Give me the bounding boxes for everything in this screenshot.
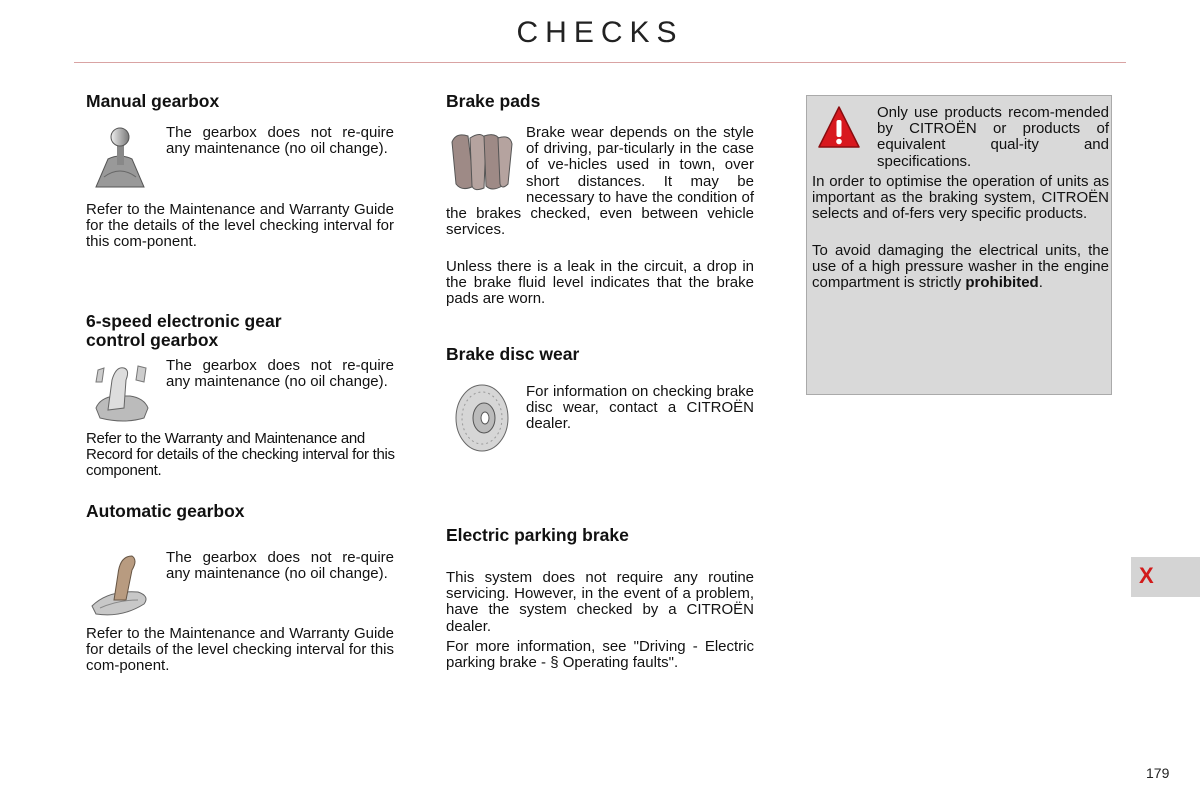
automatic-gear-selector-icon bbox=[88, 550, 154, 618]
chapter-tab[interactable] bbox=[1131, 557, 1200, 597]
section-heading: Brake disc wear bbox=[446, 344, 580, 364]
parking-brake-heading bbox=[446, 526, 756, 545]
section-heading: Electric parking brake bbox=[446, 525, 629, 545]
section-heading: Manual gearbox bbox=[86, 91, 220, 111]
brake-disc-icon bbox=[452, 382, 514, 454]
warning-text-post: . bbox=[1038, 274, 1043, 292]
warning-icon bbox=[817, 104, 861, 150]
chapter-tab-label: X bbox=[1139, 563, 1154, 588]
electronic-gearbox-text: The gearbox does not re-quire any maintenance (no oil change). bbox=[166, 357, 394, 391]
page-number: 179 bbox=[1146, 765, 1170, 781]
brake-disc-heading bbox=[446, 345, 756, 364]
section-heading: Brake pads bbox=[446, 91, 541, 111]
gear-lever-icon bbox=[88, 125, 152, 193]
parking-brake-reference: For more information, see "Driving - Electric parking brake - § Operating faults". bbox=[446, 638, 754, 672]
warning-text-pre: To avoid damaging the electrical units, the use of a high pressure washer in the engine compartment is strictly bbox=[812, 242, 1109, 292]
automatic-gearbox-text: The gearbox does not re-quire any maintenance (no oil change). bbox=[166, 549, 394, 583]
manual-gearbox-heading bbox=[86, 92, 396, 111]
section-heading-line1: 6-speed electronic gear bbox=[86, 311, 282, 331]
manual-gearbox-reference: Refer to the Maintenance and Warranty Guide for the details of the level checking interval for this com-ponent. bbox=[86, 201, 394, 251]
warning-text-pressure-washer bbox=[812, 243, 1109, 292]
manual-gearbox-text: The gearbox does not re-quire any maintenance (no oil change). bbox=[166, 124, 394, 158]
page-title: CHECKS bbox=[516, 16, 684, 49]
electronic-gearbox-reference: Refer to the Warranty and Maintenance and Record for details of the checking interval for this component. bbox=[86, 430, 395, 480]
brake-pads-text: Brake wear depends on the style of driving, par-ticularly in the case of ve-hicles used in town, over short distances. It may be necessary to have the condition of the brakes checked, even between vehicle services. bbox=[446, 124, 754, 239]
brake-disc-text: For information on checking brake disc wear, contact a CITROËN dealer. bbox=[526, 383, 754, 433]
brake-pads-heading bbox=[446, 92, 756, 111]
header-divider bbox=[74, 62, 1126, 63]
warning-text-products: Only use products recom-mended by CITROËN or products of equivalent qual-ity and specifications. bbox=[877, 104, 1109, 170]
brake-pads-fluid-text: Unless there is a leak in the circuit, a drop in the brake fluid level indicates that the brake pads are worn. bbox=[446, 258, 754, 308]
automatic-gearbox-heading bbox=[86, 502, 396, 521]
automatic-gearbox-reference: Refer to the Maintenance and Warranty Guide for details of the level checking interval for this com-ponent. bbox=[86, 625, 394, 675]
warning-prohibited: prohibited bbox=[965, 274, 1039, 292]
warning-text-operation: In order to optimise the operation of units as important as the braking system, CITROËN selects and of-fers very specific products. bbox=[812, 173, 1109, 223]
electronic-gearbox-heading bbox=[86, 312, 396, 350]
section-heading: Automatic gearbox bbox=[86, 501, 245, 521]
electronic-gear-selector-icon bbox=[90, 360, 154, 426]
parking-brake-text: This system does not require any routine servicing. However, in the event of a problem, have the system checked by a CITROËN dealer. bbox=[446, 569, 754, 635]
warning-box bbox=[806, 95, 1112, 395]
section-heading-line2: control gearbox bbox=[86, 330, 219, 350]
